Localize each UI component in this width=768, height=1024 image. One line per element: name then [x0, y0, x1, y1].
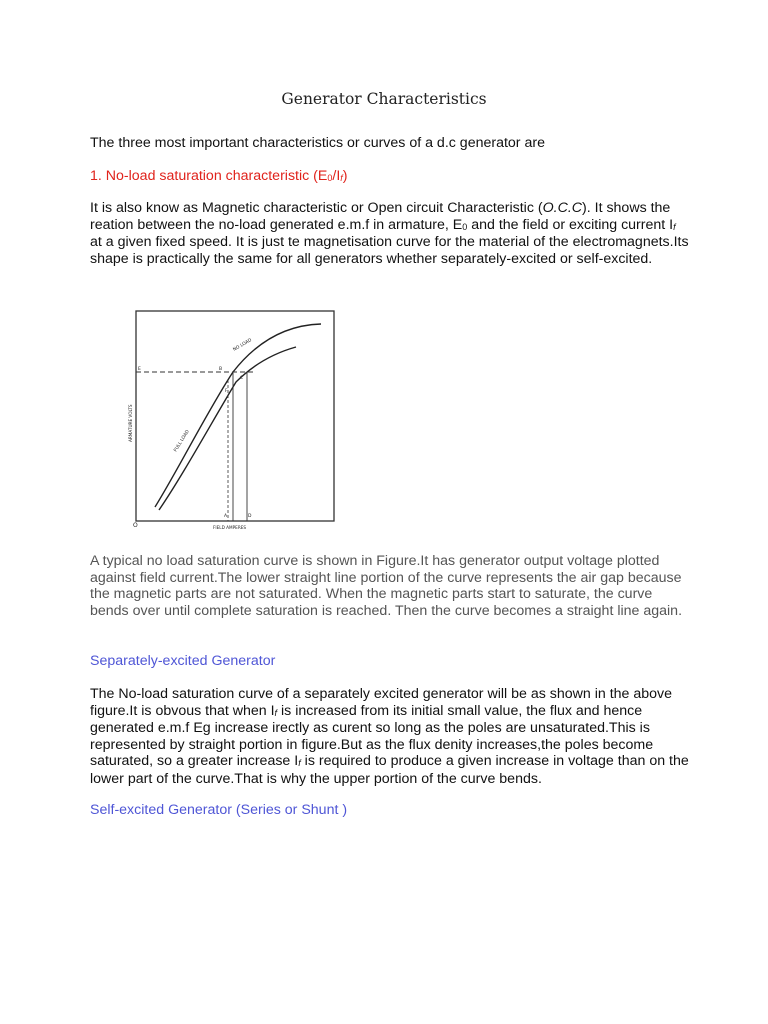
label-c: C [240, 376, 244, 381]
occ-paragraph [90, 200, 690, 267]
separately-excited-paragraph [90, 686, 690, 788]
heading1-text: 1. No-load saturation characteristic (E [90, 168, 328, 184]
label-b: B [219, 367, 223, 372]
heading1-end: ) [342, 168, 348, 184]
heading1-mid: /I [332, 168, 341, 184]
intro-text: The three most important characteristics or curves of a d.c generator are [90, 135, 545, 151]
section-heading-self-excited: Self-excited Generator (Series or Shunt ) [90, 802, 348, 818]
x-axis-label: FIELD AMPERES [213, 525, 247, 530]
no-load-curve [155, 324, 321, 507]
occ-part3: and the field or exciting current I [467, 216, 674, 233]
figure-svg [118, 300, 338, 534]
occ-abbrev: O.C.C [542, 200, 583, 216]
sep-part2: is increased from its initial small value, the flux and hence generated e.m.f Eg increase irectly as curent so long as the poles are unsaturated.This is represented by straight portion in figure.But as the flux denity increases,the poles become saturated, so a greater increase I [90, 702, 654, 770]
section-heading-separately-excited: Separately-excited Generator [90, 653, 276, 669]
label-d: D [248, 514, 252, 519]
heading1-sub-f: f [340, 173, 343, 183]
occ-part1: It is also know as Magnetic characteristic or Open circuit Characteristic ( [90, 200, 543, 216]
sep-part1: The No-load saturation curve of a separately excited generator will be as shown in the above figure.It is obvous that when I [90, 686, 673, 719]
saturation-curve-figure [118, 300, 338, 534]
sep-part3: is required to produce a given increase in voltage than on the lower part of the curve.That is why the upper portion of the curve bends. [90, 753, 689, 787]
no-load-label: NO LOAD [232, 338, 253, 353]
sep-sub-f1: f [274, 707, 278, 718]
heading1-sub-0: 0 [327, 173, 333, 183]
occ-sub-f: f [673, 221, 676, 232]
label-f: F [225, 389, 228, 394]
occ-part4: at a given fixed speed. It is just te magnetisation curve for the material of the electromagnets.Its shape is practically the same for all generators whether separately-excited or self-excited. [90, 234, 689, 267]
y-axis-label: ARMATURE VOLTS [128, 404, 133, 442]
occ-part2: ). It shows the reation between the no-load generated e.m.f in armature, E [90, 200, 671, 233]
label-e: E [138, 367, 141, 372]
label-origin: O [133, 522, 138, 529]
full-load-curve [159, 347, 296, 510]
full-load-label: FULL LOAD [173, 429, 191, 454]
label-a: A [224, 514, 228, 519]
section-heading-no-load [90, 168, 690, 186]
page-title: Generator Characteristics [281, 90, 487, 108]
sep-sub-f2: f [298, 758, 301, 769]
typical-curve-paragraph: A typical no load saturation curve is shown in Figure.It has generator output voltage plotted against field current.The lower straight line portion of the curve represents the air gap because the magnetic parts are not saturated. When the magnetic parts start to saturate, the curve bends over until complete saturation is reached. Then the curve becomes a straight line again. [90, 553, 683, 619]
occ-sub-e0: 0 [462, 221, 468, 232]
